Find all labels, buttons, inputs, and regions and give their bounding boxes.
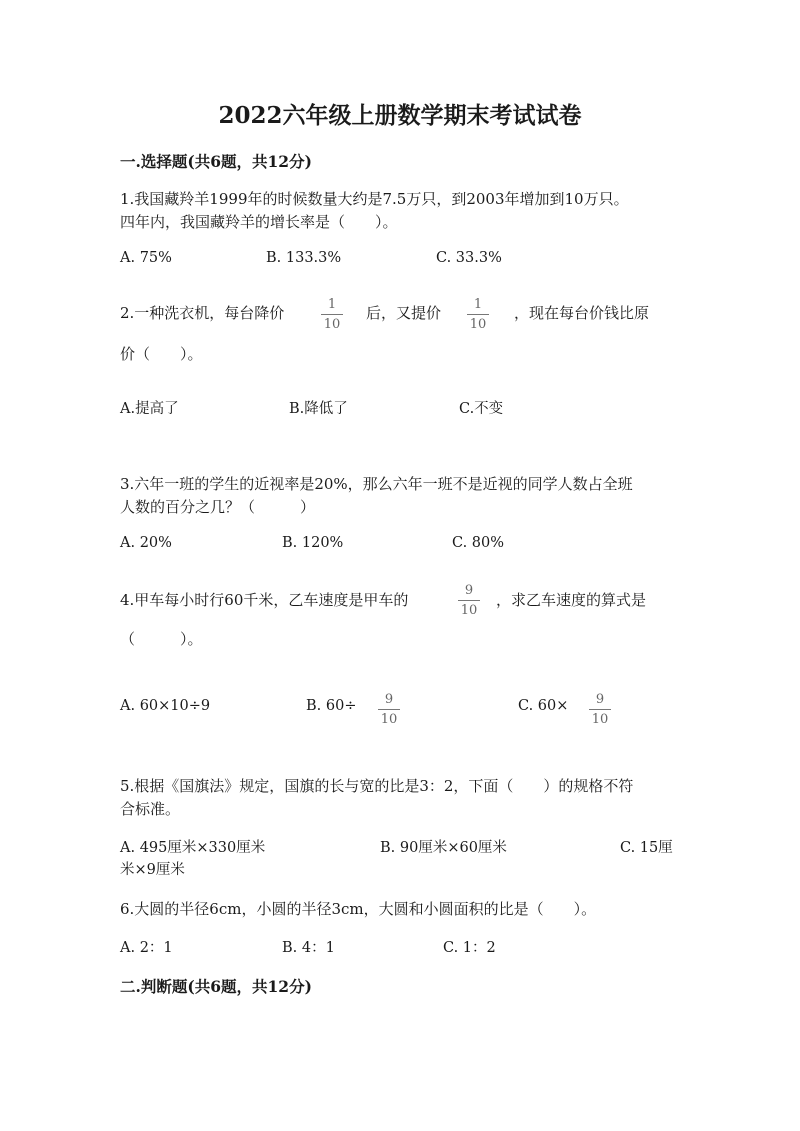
question-1-option-c: C. 33.3% bbox=[436, 250, 502, 266]
section-heading-judgment: 二.判断题(共6题，共12分) bbox=[120, 977, 312, 996]
fraction-numerator: 9 bbox=[595, 692, 605, 707]
question-1-option-b: B. 133.3% bbox=[266, 250, 342, 266]
fraction-numerator: 9 bbox=[384, 692, 394, 707]
question-6-option-c: C. 1：2 bbox=[443, 940, 496, 956]
fraction-bar bbox=[458, 600, 480, 601]
question-6-option-b: B. 4：1 bbox=[282, 940, 335, 956]
fraction-numerator: 1 bbox=[327, 297, 337, 312]
question-4-option-a: A. 60×10÷9 bbox=[120, 698, 211, 714]
question-4-option-b-fraction bbox=[375, 692, 403, 727]
fraction-numerator: 9 bbox=[464, 583, 474, 598]
question-5-option-b: B. 90厘米×60厘米 bbox=[380, 840, 507, 856]
question-5-option-a: A. 495厘米×330厘米 bbox=[120, 840, 266, 856]
fraction-bar bbox=[589, 709, 611, 710]
question-3-text: 3.六年一班的学生的近视率是20%，那么六年一班不是近视的同学人数占全班 bbox=[120, 475, 633, 493]
fraction-bar bbox=[321, 314, 343, 315]
question-5-option-c: C. 15厘 bbox=[620, 840, 673, 856]
fraction-denominator: 10 bbox=[380, 712, 398, 727]
question-2-option-b: B.降低了 bbox=[289, 401, 348, 417]
question-6-text: 6.大圆的半径6cm，小圆的半径3cm，大圆和小圆面积的比是（ ）。 bbox=[120, 900, 597, 918]
question-4-fraction bbox=[455, 583, 483, 618]
question-3-option-c: C. 80% bbox=[452, 535, 505, 551]
page-title: 2022六年级上册数学期末考试试卷 bbox=[218, 102, 582, 129]
question-6-option-a: A. 2：1 bbox=[120, 940, 173, 956]
fraction-bar bbox=[467, 314, 489, 315]
question-4-option-c: C. 60× bbox=[518, 698, 569, 714]
question-2-fraction-2 bbox=[464, 297, 492, 332]
fraction-denominator: 10 bbox=[469, 317, 487, 332]
question-4-text: 4.甲车每小时行60千米，乙车速度是甲车的 bbox=[120, 591, 409, 609]
question-1-text-cont: 四年内，我国藏羚羊的增长率是（ ）。 bbox=[120, 213, 398, 231]
question-3-text-cont: 人数的百分之几？（ ） bbox=[120, 498, 316, 516]
section-heading-choice: 一.选择题(共6题，共12分) bbox=[120, 152, 312, 171]
question-2-fraction-1 bbox=[318, 297, 346, 332]
fraction-denominator: 10 bbox=[460, 603, 478, 618]
question-2-text: 2.一种洗衣机，每台降价 bbox=[120, 304, 285, 322]
question-4-option-c-fraction bbox=[586, 692, 614, 727]
fraction-denominator: 10 bbox=[591, 712, 609, 727]
question-1-option-a: A. 75% bbox=[120, 250, 172, 266]
question-2-text-end: ，现在每台价钱比原 bbox=[514, 304, 650, 322]
fraction-bar bbox=[378, 709, 400, 710]
fraction-denominator: 10 bbox=[323, 317, 341, 332]
question-2-text-mid: 后，又提价 bbox=[366, 304, 442, 322]
question-3-option-b: B. 120% bbox=[282, 535, 344, 551]
question-4-text-end: ，求乙车速度的算式是 bbox=[496, 591, 647, 609]
question-2-option-a: A.提高了 bbox=[120, 401, 179, 417]
question-2-text-cont: 价（ ）。 bbox=[120, 345, 203, 363]
question-2-option-c: C.不变 bbox=[459, 401, 504, 417]
fraction-numerator: 1 bbox=[473, 297, 483, 312]
question-3-option-a: A. 20% bbox=[120, 535, 172, 551]
question-4-text-cont: （ ）。 bbox=[120, 630, 203, 648]
question-4-option-b: B. 60÷ bbox=[306, 698, 357, 714]
question-1-text: 1.我国藏羚羊1999年的时候数量大约是7.5万只，到2003年增加到10万只。 bbox=[120, 190, 629, 208]
question-5-text: 5.根据《国旗法》规定，国旗的长与宽的比是3：2，下面（ ）的规格不符 bbox=[120, 777, 634, 795]
question-5-text-cont: 合标准。 bbox=[120, 800, 181, 818]
question-5-option-c-cont: 米×9厘米 bbox=[120, 862, 185, 878]
